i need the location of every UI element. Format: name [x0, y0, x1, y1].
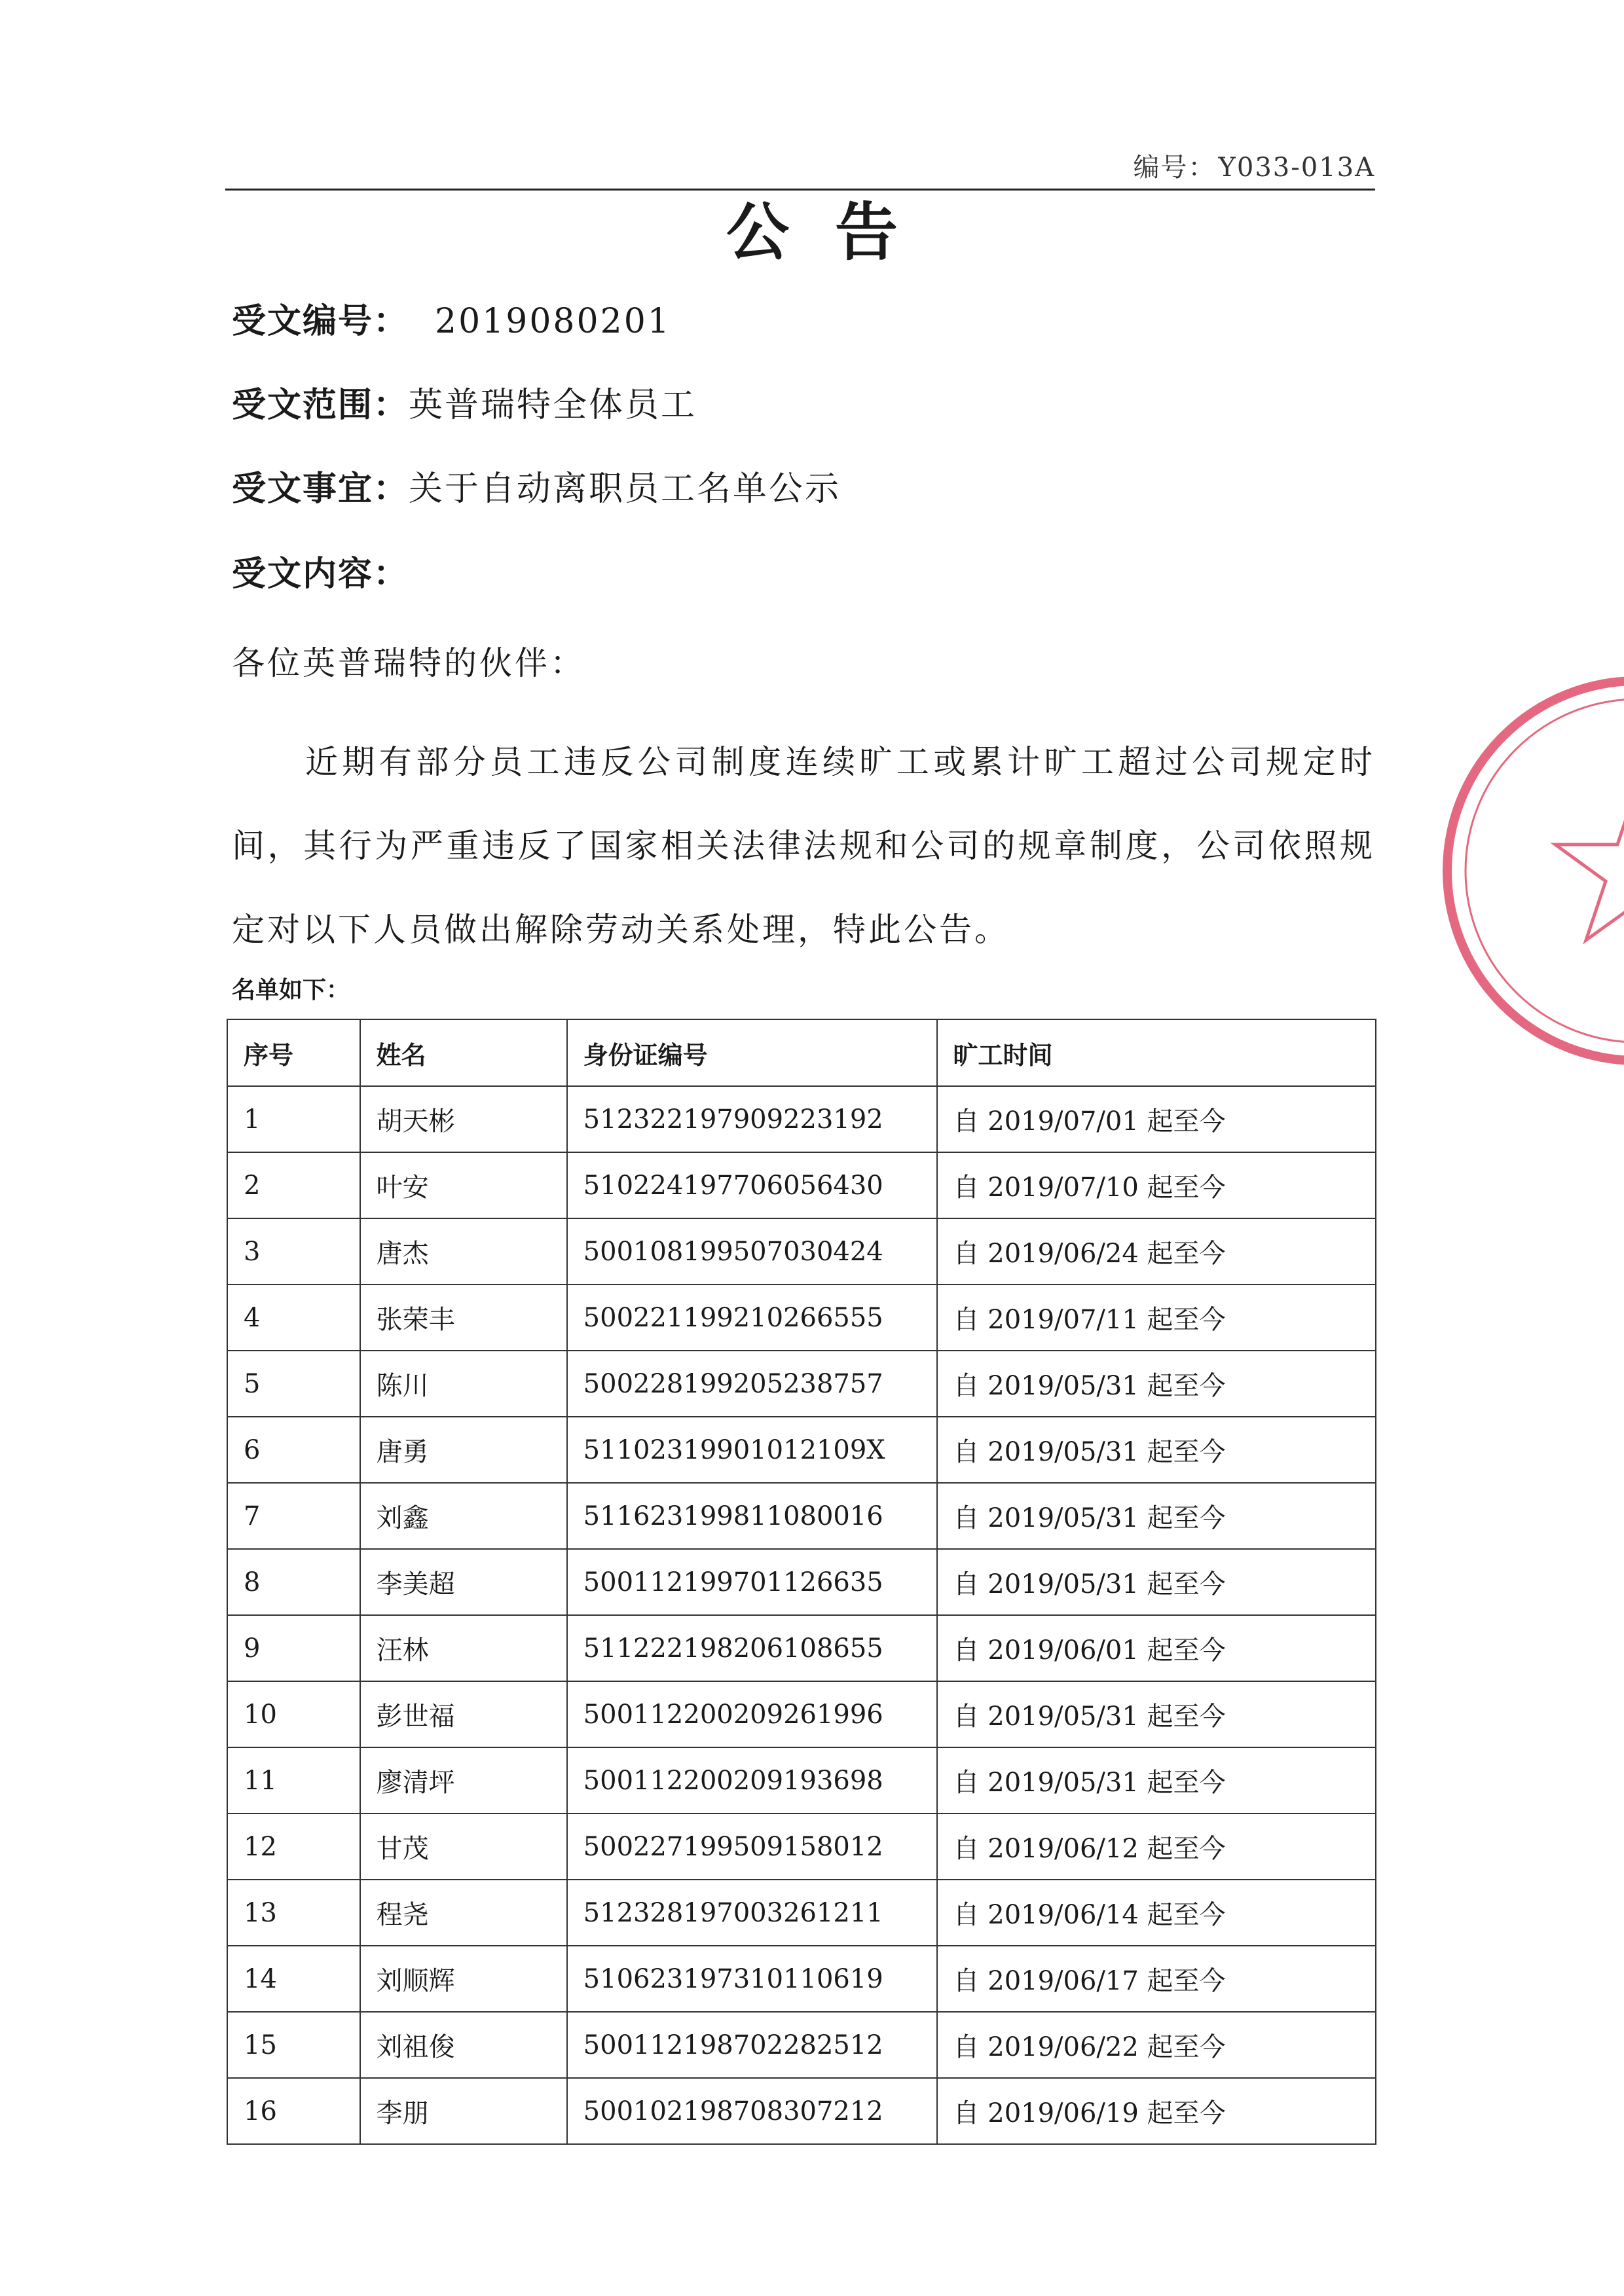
table-row [227, 1880, 1376, 1946]
roster-body [227, 1086, 1376, 2144]
greeting: 各位英普瑞特的伙伴： [232, 644, 585, 682]
table-row [227, 1813, 1376, 1880]
cell-name: 张荣丰 [360, 1285, 567, 1351]
cell-absence-time: 自 2019/06/19 起至今 [937, 2078, 1376, 2144]
cell-absence-time: 自 2019/05/31 起至今 [937, 1417, 1376, 1483]
cell-absence-time: 自 2019/06/22 起至今 [937, 2012, 1376, 2078]
table-header-row [227, 1019, 1376, 1086]
cell-name: 彭世福 [360, 1681, 567, 1747]
table-row [227, 1681, 1376, 1747]
cell-seq: 5 [227, 1351, 360, 1417]
cell-absence-time: 自 2019/07/01 起至今 [937, 1086, 1376, 1152]
cell-name: 甘茂 [360, 1813, 567, 1880]
cell-absence-time: 自 2019/05/31 起至今 [937, 1747, 1376, 1813]
cell-name: 胡天彬 [360, 1086, 567, 1152]
cell-seq: 8 [227, 1549, 360, 1615]
cell-seq: 11 [227, 1747, 360, 1813]
cell-id-number: 510623197310110619 [567, 1946, 937, 2012]
cell-id-number: 500228199205238757 [567, 1351, 937, 1417]
table-row [227, 1483, 1376, 1549]
cell-seq: 10 [227, 1681, 360, 1747]
cell-name: 程尧 [360, 1880, 567, 1946]
cell-seq: 3 [227, 1218, 360, 1285]
cell-id-number: 500112200209193698 [567, 1747, 937, 1813]
cell-absence-time: 自 2019/05/31 起至今 [937, 1549, 1376, 1615]
meta-subject-value: 关于自动离职员工名单公示 [409, 469, 841, 509]
cell-absence-time: 自 2019/06/01 起至今 [937, 1615, 1376, 1681]
cell-absence-time: 自 2019/07/11 起至今 [937, 1285, 1376, 1351]
table-row [227, 1417, 1376, 1483]
seal-star [1555, 786, 1624, 940]
cell-id-number: 500102198708307212 [567, 2078, 937, 2144]
seal-ring [1447, 681, 1624, 1061]
table-row [227, 1946, 1376, 2012]
meta-subject-label: 受文事宜： [232, 469, 409, 509]
table-row [227, 2078, 1376, 2144]
table-row [227, 1285, 1376, 1351]
cell-name: 汪林 [360, 1615, 567, 1681]
meta-content-label: 受文内容： [232, 555, 409, 594]
page-title: 公告 [726, 196, 944, 269]
meta-number-label: 受文编号： [232, 302, 409, 341]
cell-seq: 13 [227, 1880, 360, 1946]
cell-absence-time: 自 2019/05/31 起至今 [937, 1483, 1376, 1549]
roster-table [227, 1019, 1376, 2145]
cell-absence-time: 自 2019/06/17 起至今 [937, 1946, 1376, 2012]
table-row [227, 2012, 1376, 2078]
cell-id-number: 512322197909223192 [567, 1086, 937, 1152]
meta-subject [232, 466, 841, 512]
meta-scope-label: 受文范围： [232, 386, 409, 425]
cell-seq: 15 [227, 2012, 360, 2078]
cell-name: 刘顺辉 [360, 1946, 567, 2012]
header-seq: 序号 [227, 1019, 360, 1086]
cell-id-number: 51102319901012109X [567, 1417, 937, 1483]
company-seal [1434, 635, 1624, 1106]
cell-absence-time: 自 2019/06/12 起至今 [937, 1813, 1376, 1880]
cell-id-number: 500112199701126635 [567, 1549, 937, 1615]
document-number [1133, 147, 1375, 184]
cell-name: 廖清坪 [360, 1747, 567, 1813]
cell-id-number: 500227199509158012 [567, 1813, 937, 1880]
cell-id-number: 510224197706056430 [567, 1152, 937, 1218]
cell-id-number: 500108199507030424 [567, 1218, 937, 1285]
header-name: 姓名 [360, 1019, 567, 1086]
cell-name: 刘祖俊 [360, 2012, 567, 2078]
cell-name: 陈川 [360, 1351, 567, 1417]
cell-seq: 7 [227, 1483, 360, 1549]
table-row [227, 1615, 1376, 1681]
cell-seq: 4 [227, 1285, 360, 1351]
meta-number-value: 2019080201 [435, 302, 671, 341]
header-absence-time: 旷工时间 [937, 1019, 1376, 1086]
cell-absence-time: 自 2019/05/31 起至今 [937, 1681, 1376, 1747]
cell-id-number: 500112198702282512 [567, 2012, 937, 2078]
body-paragraph: 近期有部分员工违反公司制度连续旷工或累计旷工超过公司规定时间，其行为严重违反了国家相关法律法规和公司的规章制度，公司依照规定对以下人员做出解除劳动关系处理，特此公告。 [232, 743, 1375, 949]
meta-number [232, 299, 671, 344]
cell-name: 唐勇 [360, 1417, 567, 1483]
meta-scope-value: 英普瑞特全体员工 [409, 386, 697, 425]
list-title: 名单如下： [232, 977, 350, 1004]
cell-absence-time: 自 2019/06/14 起至今 [937, 1880, 1376, 1946]
meta-scope [232, 382, 697, 428]
cell-absence-time: 自 2019/06/24 起至今 [937, 1218, 1376, 1285]
cell-id-number: 511222198206108655 [567, 1615, 937, 1681]
cell-name: 唐杰 [360, 1218, 567, 1285]
cell-id-number: 511623199811080016 [567, 1483, 937, 1549]
table-row [227, 1351, 1376, 1417]
cell-name: 李朋 [360, 2078, 567, 2144]
cell-seq: 16 [227, 2078, 360, 2144]
table-row [227, 1218, 1376, 1285]
cell-seq: 1 [227, 1086, 360, 1152]
cell-seq: 12 [227, 1813, 360, 1880]
document-number-label: 编号： [1133, 153, 1216, 183]
table-row [227, 1549, 1376, 1615]
meta-content [232, 551, 409, 597]
header-id-number: 身份证编号 [567, 1019, 937, 1086]
cell-id-number: 500112200209261996 [567, 1681, 937, 1747]
cell-name: 刘鑫 [360, 1483, 567, 1549]
cell-name: 李美超 [360, 1549, 567, 1615]
cell-id-number: 512328197003261211 [567, 1880, 937, 1946]
table-row [227, 1747, 1376, 1813]
cell-seq: 14 [227, 1946, 360, 2012]
table-row [227, 1152, 1376, 1218]
cell-seq: 2 [227, 1152, 360, 1218]
cell-id-number: 500221199210266555 [567, 1285, 937, 1351]
cell-absence-time: 自 2019/07/10 起至今 [937, 1152, 1376, 1218]
cell-seq: 9 [227, 1615, 360, 1681]
cell-absence-time: 自 2019/05/31 起至今 [937, 1351, 1376, 1417]
document-number-value: Y033-013A [1218, 153, 1375, 183]
cell-name: 叶安 [360, 1152, 567, 1218]
table-row [227, 1086, 1376, 1152]
cell-seq: 6 [227, 1417, 360, 1483]
